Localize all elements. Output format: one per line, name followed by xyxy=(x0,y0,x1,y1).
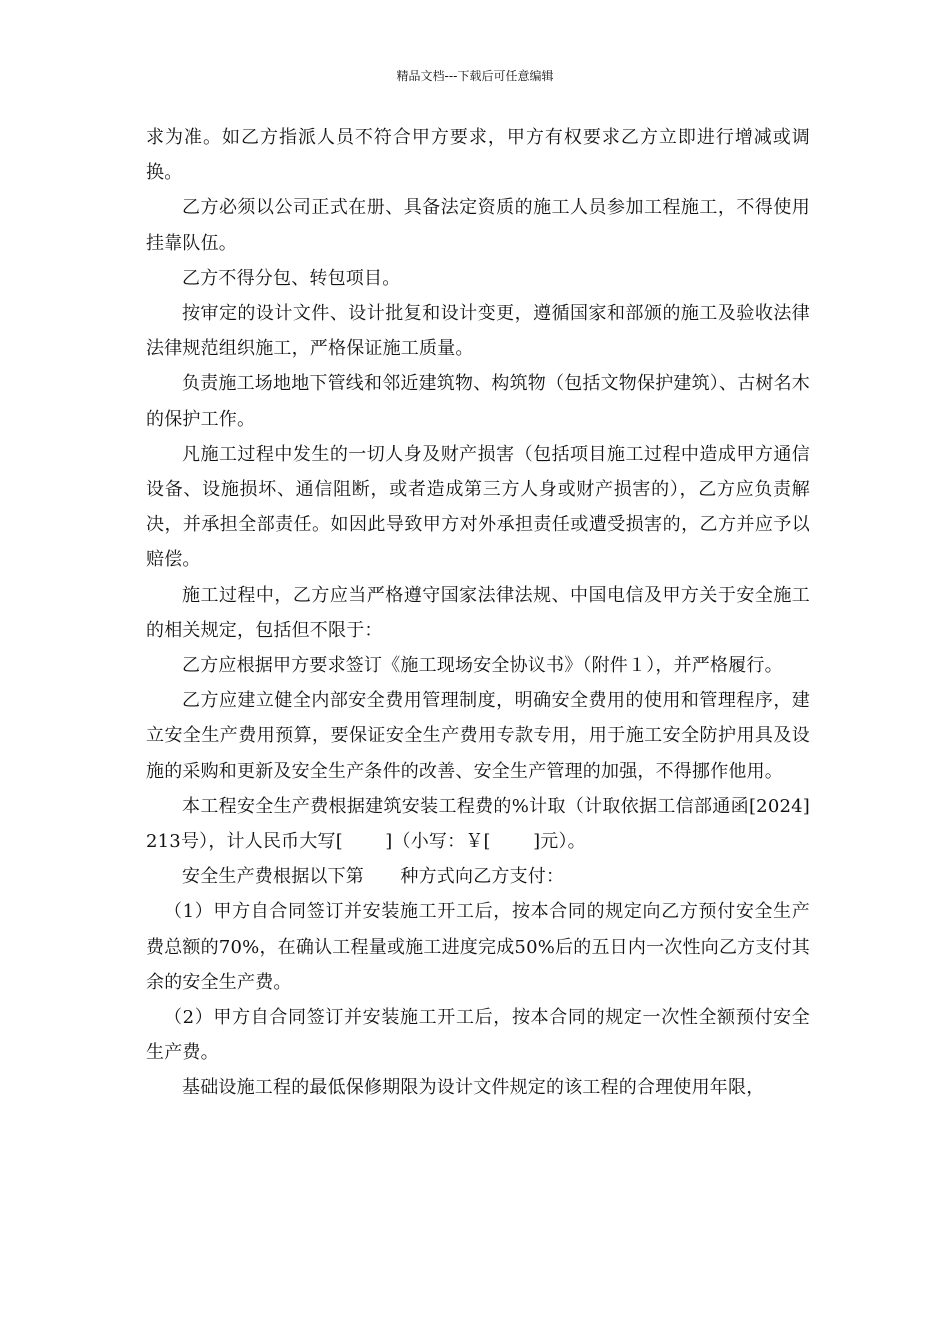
paragraph-14: 基础设施工程的最低保修期限为设计文件规定的该工程的合理使用年限， xyxy=(182,1077,765,1099)
paragraph-7: 施工过程中，乙方应当严格遵守国家法律法规、中国电信及甲方关于安全施工的相关规定，包括但不限于： xyxy=(146,584,810,641)
paragraph-8: 乙方应根据甲方要求签订《施工现场安全协议书》（附件１），并严格履行。 xyxy=(182,655,783,677)
paragraph-4: 按审定的设计文件、设计批复和设计变更，遵循国家和部颁的施工及验收法律法律规范组织施工，严格保证施工质量。 xyxy=(146,303,810,360)
paragraph-1: 求为准。如乙方指派人员不符合甲方要求，甲方有权要求乙方立即进行增减或调换。 xyxy=(146,127,810,184)
paragraph-5: 负责施工场地地下管线和邻近建筑物、构筑物（包括文物保护建筑）、古树名木的保护工作。 xyxy=(146,373,810,430)
document-body xyxy=(146,120,810,1106)
paragraph-9: 乙方应建立健全内部安全费用管理制度，明确安全费用的使用和管理程序，建立安全生产费用预算，要保证安全生产费用专款专用，用于施工安全防护用具及设施的采购和更新及安全生产条件的改善、安全生产管理的加强，不得挪作他用。 xyxy=(146,690,810,782)
paragraph-6: 凡施工过程中发生的一切人身及财产损害（包括项目施工过程中造成甲方通信设备、设施损坏、通信阻断，或者造成第三方人身或财产损害的），乙方应负责解决，并承担全部责任。如因此导致甲方对外承担责任或遭受损害的，乙方并应予以赔偿。 xyxy=(146,443,810,571)
paragraph-10: 本工程安全生产费根据建筑安装工程费的%计取（计取依据工信部通函[2024]213号），计人民币大写[ ]（小写：￥[ ]元）。 xyxy=(146,795,810,853)
page-header: 精品文档---下载后可任意编辑 xyxy=(396,69,554,83)
paragraph-13: （2）甲方自合同签订并安装施工开工后，按本合同的规定一次性全额预付安全生产费。 xyxy=(146,1007,810,1064)
paragraph-2: 乙方必须以公司正式在册、具备法定资质的施工人员参加工程施工，不得使用挂靠队伍。 xyxy=(146,197,810,254)
paragraph-11: 安全生产费根据以下第 种方式向乙方支付： xyxy=(182,866,565,888)
paragraph-3: 乙方不得分包、转包项目。 xyxy=(182,267,401,289)
paragraph-12: （1）甲方自合同签订并安装施工开工后，按本合同的规定向乙方预付安全生产费总额的70%，在确认工程量或施工进度完成50%后的五日内一次性向乙方支付其余的安全生产费。 xyxy=(146,901,810,993)
